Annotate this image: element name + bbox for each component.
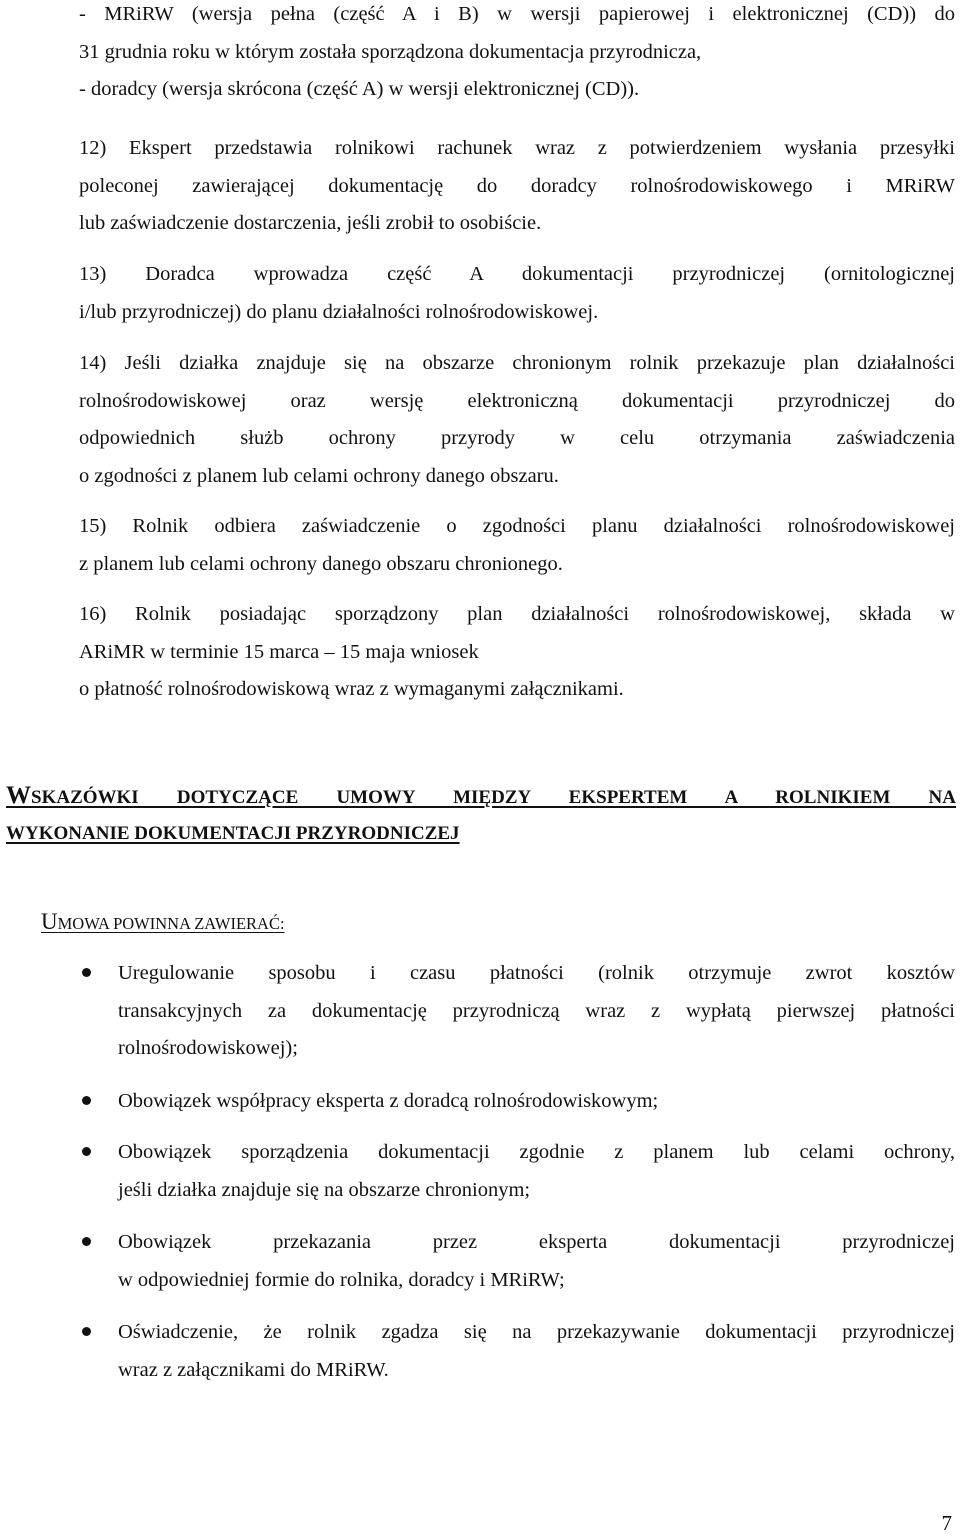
- p12-line-1-text: 12) Ekspert przedstawia rolnikowi rachunek wraz z potwierdzeniem wysłania przesyłki: [79, 137, 955, 159]
- p14-line-1: [79, 345, 955, 383]
- p13-line-2: i/lub przyrodniczej) do planu działalności rolnośrodowiskowej.: [79, 300, 599, 323]
- p14-line-1-text: 14) Jeśli działka znajduje się na obszarze chronionym rolnik przekazuje plan działalności: [79, 352, 955, 374]
- p14-line-2-text: rolnośrodowiskowej oraz wersję elektroniczną dokumentacji przyrodniczej do: [79, 389, 955, 412]
- p16-line-2: [79, 634, 955, 672]
- p16-line-1-text: 16) Rolnik posiadając sporządzony plan działalności rolnośrodowiskowej, składa w: [79, 603, 955, 625]
- bullet-4-line-2: w odpowiedniej formie do rolnika, doradcy i MRiRW;: [118, 1268, 565, 1291]
- section-heading-line-1: [6, 779, 956, 817]
- subheading-initial-letter: U: [41, 909, 58, 934]
- bullet-1-line-1: Uregulowanie sposobu i czasu płatności (rolnik otrzymuje zwrot kosztów: [118, 962, 955, 984]
- p12-line-2: [79, 168, 955, 206]
- p14-line-4: o zgodności z planem lub celami ochrony danego obszaru.: [79, 464, 559, 487]
- page-number: 7: [941, 1511, 952, 1535]
- bullet-5-text: [118, 1314, 955, 1389]
- bullet-dot-icon: [82, 968, 91, 977]
- p13-line-1-text: 13) Doradca wprowadza część A dokumentacji przyrodniczej (ornitologicznej: [79, 263, 955, 285]
- p16-word: 15: [339, 640, 361, 663]
- section-heading: [6, 779, 956, 850]
- p12-line-2-text: poleconej zawierającej dokumentację do doradcy rolnośrodowiskowego i MRiRW: [79, 174, 955, 197]
- p16-word: maja: [365, 640, 406, 663]
- bullet-1-line-2: transakcyjnych za dokumentację przyrodniczą wraz z wypłatą pierwszej płatności: [118, 999, 955, 1022]
- heading-line-1-rest: SKAZÓWKI DOTYCZĄCE UMOWY MIĘDZY EKSPERTEM A ROLNIKIEM NA: [31, 787, 956, 808]
- bullet-4-line-1: Obowiązek przekazania przez eksperta dokumentacji przyrodniczej: [118, 1231, 955, 1253]
- heading-initial-letter: W: [6, 782, 31, 809]
- p12-line-3: lub zaświadczenie dostarczenia, jeśli zrobił to osobiście.: [79, 212, 542, 234]
- p15-line-2: z planem lub celami ochrony danego obszaru chronionego.: [79, 552, 563, 575]
- bullet-dot-icon: [82, 1237, 91, 1246]
- bullet-dot-icon: [82, 1147, 91, 1156]
- bullet-1-line-3: rolnośrodowiskowej);: [118, 1037, 298, 1059]
- bullet-3-line-1: Obowiązek sporządzenia dokumentacji zgodnie z planem lub celami ochrony,: [118, 1141, 955, 1163]
- paragraph-15: [79, 508, 955, 583]
- bullet-3-line-2: jeśli działka znajduje się na obszarze chronionym;: [118, 1178, 531, 1201]
- p16-word: 15: [243, 640, 265, 663]
- p16-word: –: [324, 640, 335, 663]
- intro-line-1-text: - MRiRW (wersja pełna (część A i B) w wersji papierowej i elektronicznej (CD)) do: [79, 3, 955, 25]
- paragraph-12: [79, 130, 955, 243]
- p16-line-3: o płatność rolnośrodowiskową wraz z wymaganymi załącznikami.: [79, 678, 624, 700]
- intro-paragraph: [79, 0, 955, 109]
- p16-word: w: [150, 640, 166, 663]
- p16-word: terminie: [170, 640, 239, 663]
- bullet-2-line-1: Obowiązek współpracy eksperta z doradcą rolnośrodowiskowym;: [118, 1090, 659, 1112]
- paragraph-13: [79, 256, 955, 331]
- p12-line-1: [79, 130, 955, 168]
- bullet-2-text: [118, 1083, 955, 1121]
- p16-word: wniosek: [410, 640, 479, 663]
- p15-line-1-text: 15) Rolnik odbiera zaświadczenie o zgodności planu działalności rolnośrodowiskowej: [79, 515, 955, 537]
- p16-line-1: [79, 596, 955, 634]
- intro-line-3: - doradcy (wersja skrócona (część A) w wersji elektronicznej (CD)).: [79, 78, 640, 100]
- subheading-rest: MOWA POWINNA ZAWIERAĆ:: [57, 914, 285, 933]
- paragraph-14: [79, 345, 955, 495]
- bullet-1-text: [118, 955, 955, 1068]
- bullet-5-line-1: Oświadczenie, że rolnik zgadza się na przekazywanie dokumentacji przyrodniczej: [118, 1321, 955, 1343]
- intro-line-1: [79, 0, 955, 34]
- bullet-3-text: [118, 1134, 955, 1209]
- p14-line-3: [79, 420, 955, 458]
- bullet-dot-icon: [82, 1327, 91, 1336]
- bullet-4-text: [118, 1224, 955, 1299]
- bullet-dot-icon: [82, 1096, 91, 1105]
- bullet-5-line-2: wraz z załącznikami do MRiRW.: [118, 1358, 389, 1381]
- paragraph-16: [79, 596, 955, 709]
- intro-line-2: 31 grudnia roku w którym została sporządzona dokumentacja przyrodnicza,: [79, 40, 702, 63]
- p14-line-3-text: odpowiednich służb ochrony przyrody w celu otrzymania zaświadczenia: [79, 427, 955, 449]
- p13-line-1: [79, 256, 955, 294]
- p16-word: marca: [269, 640, 320, 663]
- section-heading-line-2: WYKONANIE DOKUMENTACJI PRZYRODNICZEJ: [6, 822, 460, 844]
- p15-line-1: [79, 508, 955, 546]
- subheading: [41, 908, 285, 938]
- p14-line-2: [79, 383, 955, 421]
- p16-word: ARiMR: [79, 640, 146, 663]
